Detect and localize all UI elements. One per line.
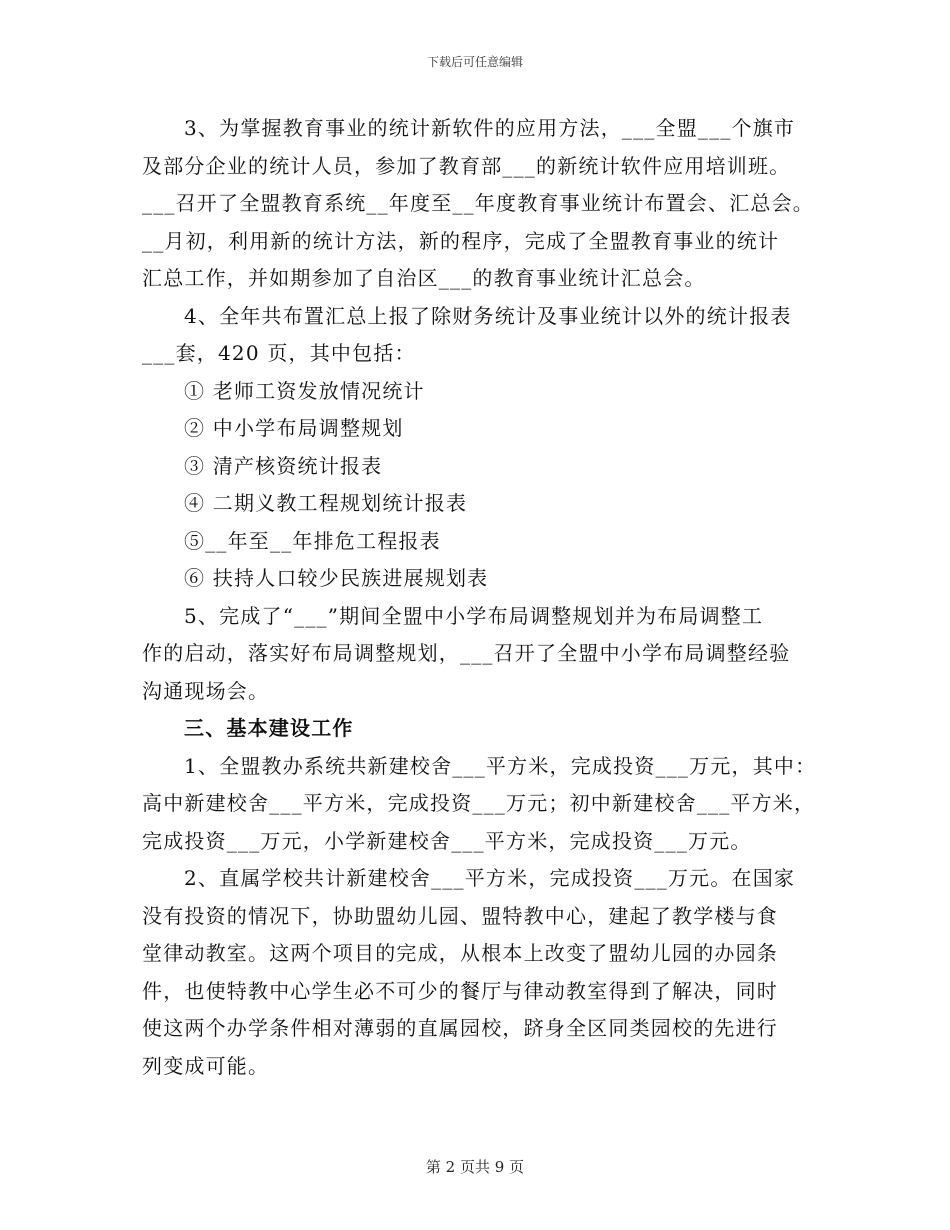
- paragraph-line: 完成投资___万元，小学新建校舍___平方米，完成投资___万元。: [142, 828, 752, 853]
- paragraph-line: 堂律动教室。这两个项目的完成，从根本上改变了盟幼儿园的办园条: [142, 941, 778, 965]
- paragraph-line: 汇总工作，并如期参加了自治区___的教育事业统计汇总会。: [142, 266, 706, 290]
- page-footer: 第 2 页共 9 页: [425, 1158, 525, 1176]
- list-item: ⑥ 扶持人口较少民族进展规划表: [184, 566, 489, 590]
- page-header: 下载后可任意编辑: [426, 55, 523, 69]
- paragraph-line: ___套，420 页，其中包括：: [142, 341, 416, 365]
- paragraph-line: 5、完成了“___”期间全盟中小学布局调整规划并为布局调整工: [184, 603, 764, 628]
- list-item: ③ 清产核资统计报表: [184, 453, 383, 478]
- paragraph-line: 件，也使特教中心学生必不可少的餐厅与律动教室得到了解决，同时: [142, 978, 778, 1003]
- paragraph-line: 没有投资的情况下，协助盟幼儿园、盟特教中心，建起了教学楼与食: [142, 903, 778, 928]
- paragraph-line: 使这两个办学条件相对薄弱的直属园校，跻身全区同类园校的先进行: [142, 1016, 778, 1040]
- paragraph-line: 作的启动，落实好布局调整规划，___召开了全盟中小学布局调整经验: [142, 641, 791, 665]
- list-item: ① 老师工资发放情况统计: [184, 378, 425, 403]
- paragraph-line: __月初，利用新的统计方法，新的程序，完成了全盟教育事业的统计: [142, 228, 780, 253]
- paragraph-line: 沟通现场会。: [142, 678, 270, 703]
- paragraph-line: ___召开了全盟教育系统__年度至__年度教育事业统计布置会、汇总会。: [142, 191, 814, 215]
- paragraph-line: 3、为掌握教育事业的统计新软件的应用方法，___全盟___个旗市: [184, 116, 796, 140]
- paragraph-line: 及部分企业的统计人员，参加了教育部___的新统计软件应用培训班。: [142, 153, 791, 178]
- paragraph-line: 4、全年共布置汇总上报了除财务统计及事业统计以外的统计报表: [184, 303, 792, 328]
- paragraph-line: 1、全盟教办系统共新建校舍___平方米，完成投资___万元，其中：: [184, 753, 817, 778]
- list-item: ② 中小学布局调整规划: [184, 416, 404, 440]
- list-item: ⑤__年至__年排危工程报表: [184, 528, 441, 553]
- document-body: [142, 110, 822, 1085]
- list-item: ④ 二期义教工程规划统计报表: [184, 491, 468, 515]
- paragraph-line: 高中新建校舍___平方米，完成投资___万元；初中新建校舍___平方米，: [142, 791, 816, 815]
- paragraph-line: 2、直属学校共计新建校舍___平方米，完成投资___万元。在国家: [184, 866, 796, 890]
- paragraph-line: 列变成可能。: [142, 1053, 270, 1078]
- section-heading: 三、基本建设工作: [184, 716, 354, 740]
